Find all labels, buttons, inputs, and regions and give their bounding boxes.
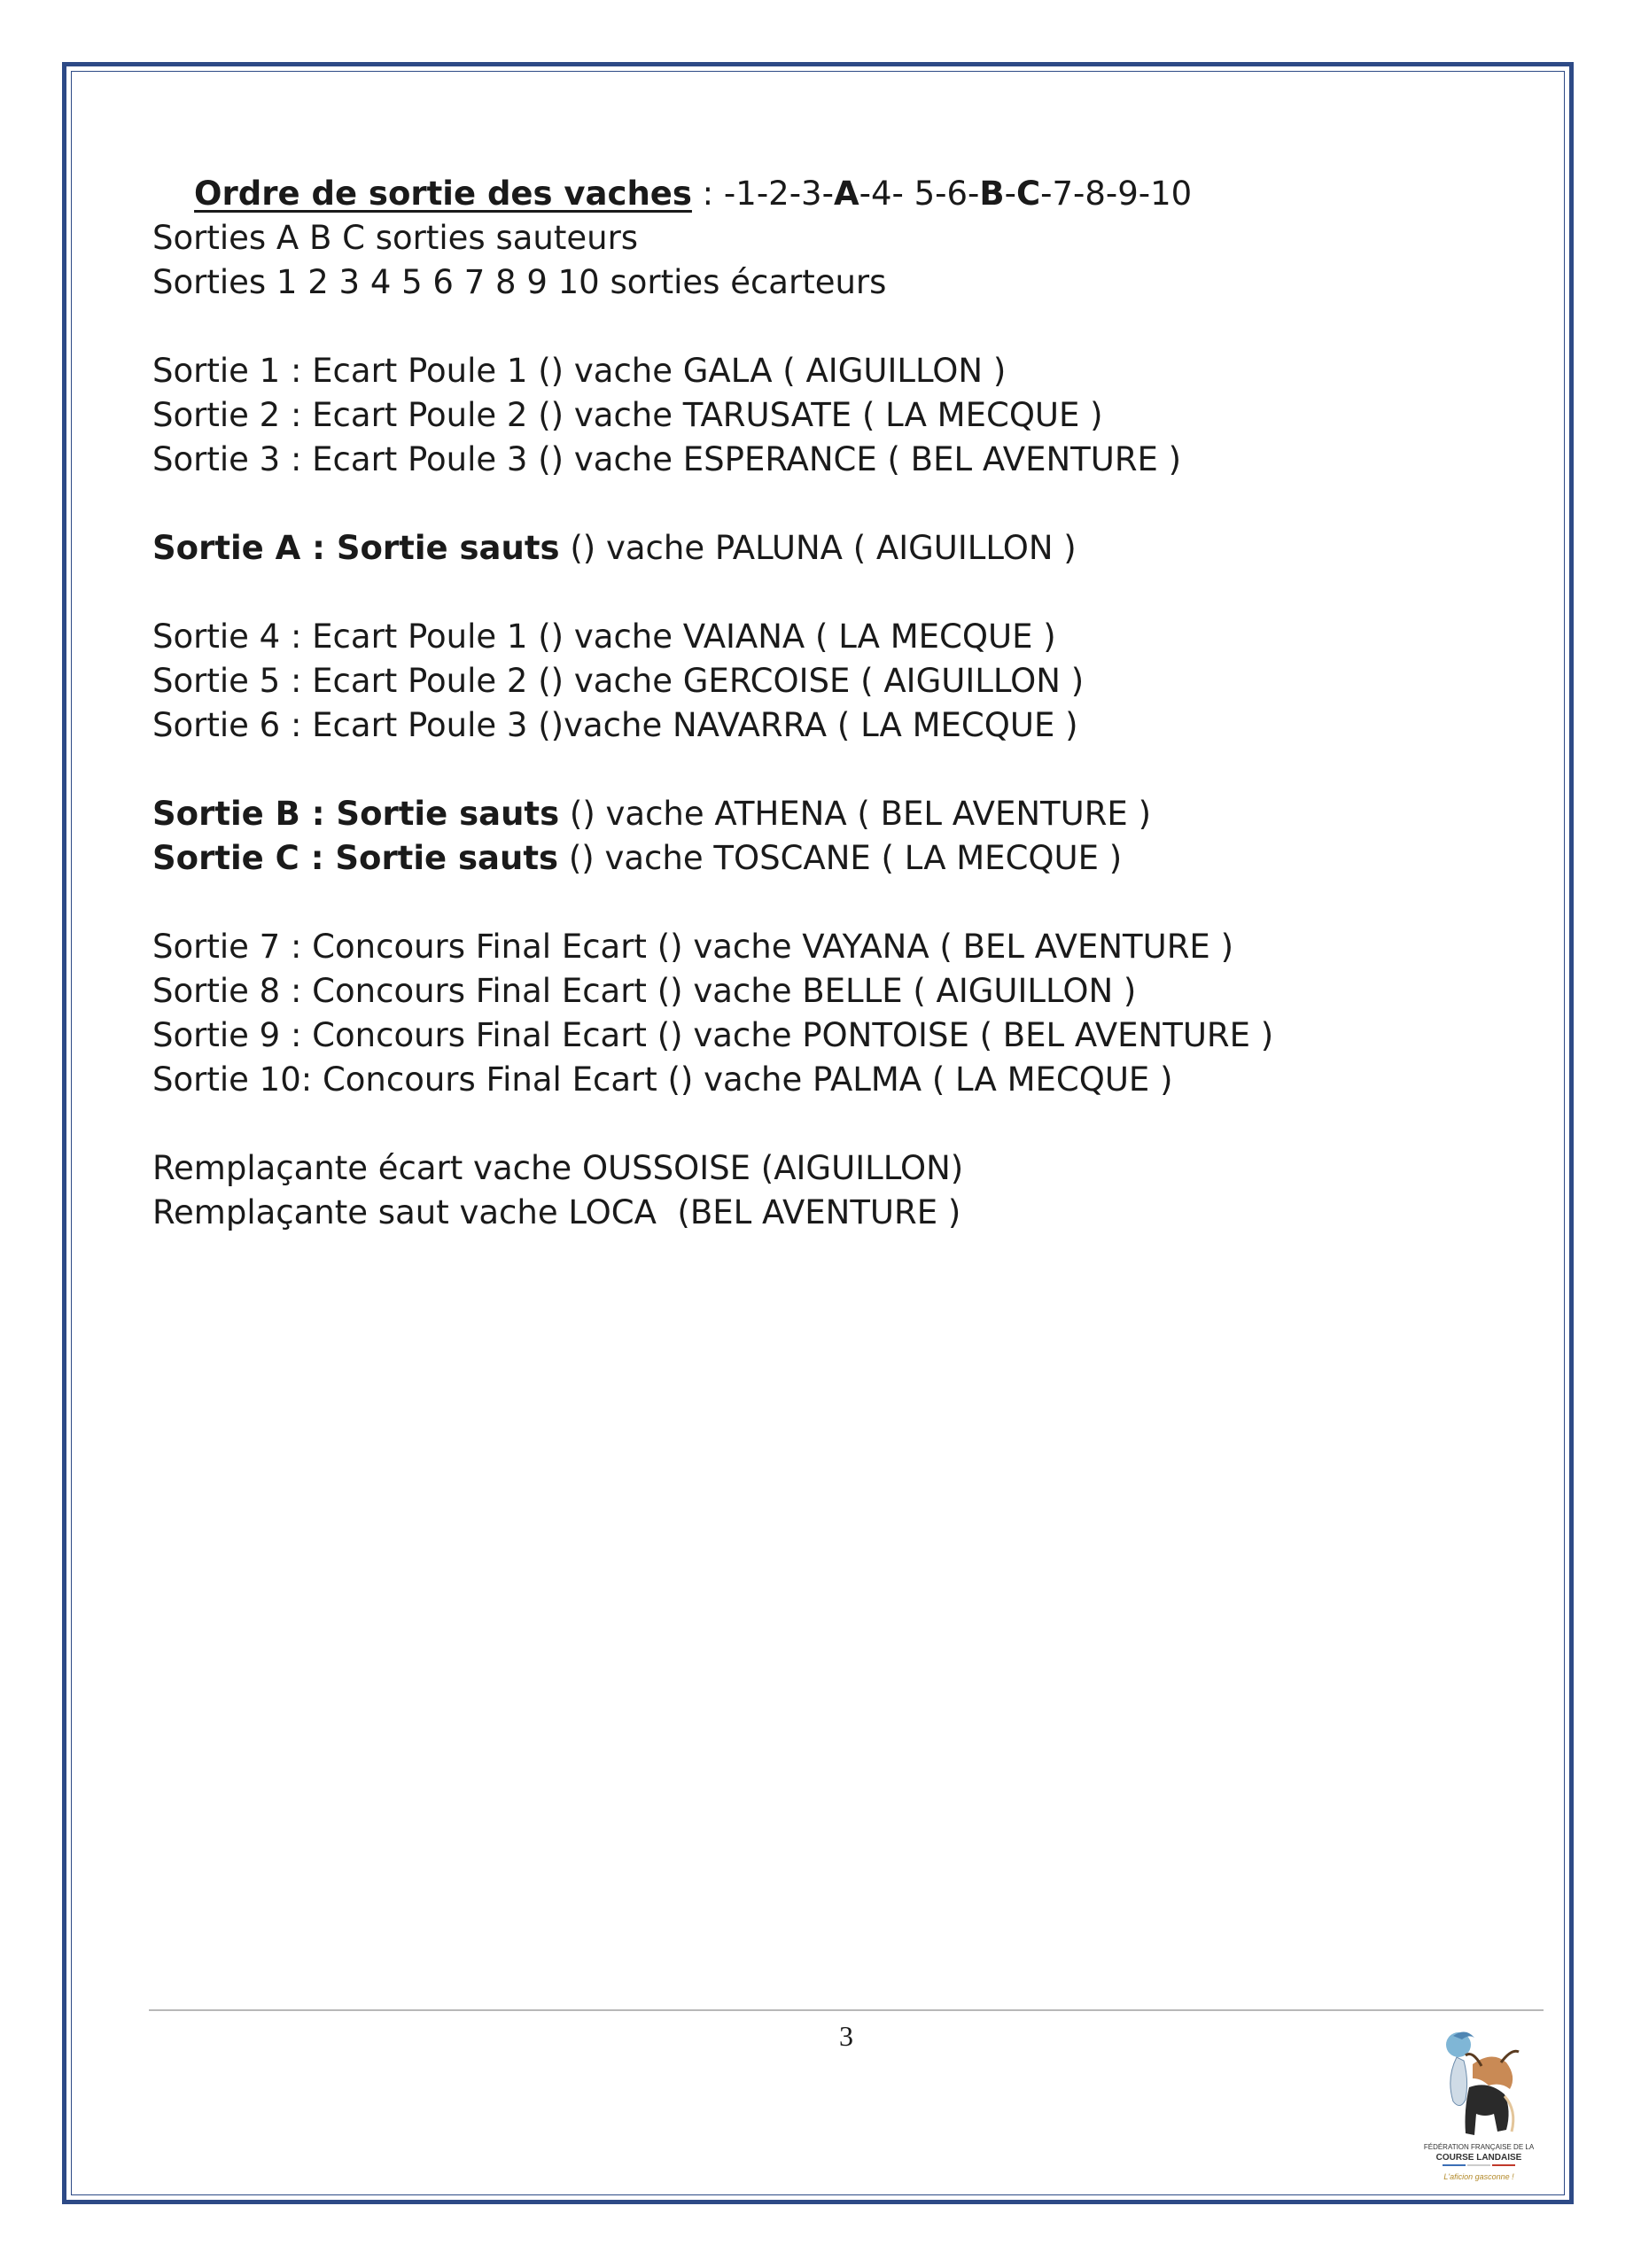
sortie-cow: () vache TARUSATE ( LA MECQUE ) bbox=[527, 396, 1103, 434]
legend-line: Sorties 1 2 3 4 5 6 7 8 9 10 sorties écarteurs bbox=[152, 263, 887, 301]
sortie-label: Sortie 1 : Ecart Poule 1 bbox=[152, 352, 528, 390]
sortie-label: Sortie 4 : Ecart Poule 1 bbox=[152, 617, 528, 656]
footer-divider bbox=[149, 2009, 1544, 2011]
legend-line: Sorties A B C sorties sauteurs bbox=[152, 219, 639, 257]
sortie-cow: () vache PONTOISE ( BEL AVENTURE ) bbox=[646, 1016, 1274, 1054]
page-number: 3 bbox=[839, 2020, 853, 2052]
logo-figure-body bbox=[1450, 2057, 1467, 2106]
order-sequence-part: - bbox=[1004, 175, 1016, 213]
sortie-row bbox=[152, 792, 1482, 836]
logo-cow-body bbox=[1466, 2085, 1509, 2135]
sortie-label: Sortie B : Sortie sauts bbox=[152, 795, 560, 833]
sortie-cow: () vache GERCOISE ( AIGUILLON ) bbox=[527, 662, 1085, 700]
sortie-cow: () vache PALUNA ( AIGUILLON ) bbox=[559, 529, 1077, 567]
sortie-row bbox=[152, 615, 1482, 659]
sortie-cow: () vache VAYANA ( BEL AVENTURE ) bbox=[646, 928, 1233, 966]
sortie-label: Sortie 7 : Concours Final Ecart bbox=[152, 928, 647, 966]
sortie-row bbox=[152, 1014, 1482, 1058]
replacement-line: Remplaçante écart vache OUSSOISE (AIGUILLON) bbox=[152, 1149, 964, 1187]
logo-text-line1: FÉDÉRATION FRANÇAISE DE LA bbox=[1423, 2143, 1535, 2151]
order-sequence-part: -7-8-9-10 bbox=[1040, 175, 1193, 213]
sortie-cow: () vache ATHENA ( BEL AVENTURE ) bbox=[559, 795, 1152, 833]
sortie-row bbox=[152, 925, 1482, 969]
sortie-label: Sortie 9 : Concours Final Ecart bbox=[152, 1016, 647, 1054]
order-sequence-part: B bbox=[979, 175, 1005, 213]
sortie-label: Sortie 10: Concours Final Ecart bbox=[152, 1060, 657, 1099]
logo-stripe-red bbox=[1492, 2164, 1515, 2166]
logo-tagline: L'aficion gasconne ! bbox=[1443, 2172, 1514, 2181]
sortie-label: Sortie C : Sortie sauts bbox=[152, 839, 559, 877]
sortie-label: Sortie 8 : Concours Final Ecart bbox=[152, 972, 647, 1010]
spacer bbox=[152, 748, 1482, 792]
spacer bbox=[152, 1102, 1482, 1146]
order-sequence-part: A bbox=[833, 175, 859, 213]
sortie-label: Sortie 6 : Ecart Poule 3 bbox=[152, 706, 528, 744]
spacer bbox=[152, 305, 1482, 349]
sortie-row bbox=[152, 1058, 1482, 1102]
logo-stripe-white bbox=[1467, 2164, 1490, 2166]
sortie-row bbox=[152, 393, 1482, 438]
sortie-row bbox=[152, 349, 1482, 393]
sortie-cow: ()vache NAVARRA ( LA MECQUE ) bbox=[527, 706, 1078, 744]
order-separator: : bbox=[691, 175, 724, 213]
federation-logo bbox=[1423, 2025, 1535, 2192]
sortie-label: Sortie 2 : Ecart Poule 2 bbox=[152, 396, 528, 434]
order-sequence-part: C bbox=[1015, 175, 1041, 213]
sortie-cow: () vache VAIANA ( LA MECQUE ) bbox=[527, 617, 1056, 656]
sortie-row bbox=[152, 438, 1482, 482]
sortie-cow: () vache ESPERANCE ( BEL AVENTURE ) bbox=[527, 440, 1182, 478]
sortie-label: Sortie 3 : Ecart Poule 3 bbox=[152, 440, 528, 478]
order-heading: Ordre de sortie des vaches bbox=[194, 175, 692, 213]
release-schedule bbox=[152, 349, 1482, 1146]
logo-stripe-blue bbox=[1443, 2164, 1466, 2166]
replacement-line: Remplaçante saut vache LOCA (BEL AVENTURE ) bbox=[152, 1193, 961, 1231]
sortie-row bbox=[152, 659, 1482, 703]
logo-cow-horn bbox=[1501, 2051, 1519, 2062]
spacer bbox=[152, 571, 1482, 615]
sortie-row bbox=[152, 526, 1482, 571]
order-sequence bbox=[724, 175, 1192, 213]
sortie-row bbox=[152, 969, 1482, 1014]
spacer bbox=[152, 482, 1482, 526]
order-sequence-part: -4- 5-6- bbox=[859, 175, 980, 213]
sortie-cow: () vache TOSCANE ( LA MECQUE ) bbox=[558, 839, 1123, 877]
sortie-row bbox=[152, 703, 1482, 748]
sortie-label: Sortie 5 : Ecart Poule 2 bbox=[152, 662, 528, 700]
sortie-row bbox=[152, 836, 1482, 881]
logo-text-line2: COURSE LANDAISE bbox=[1435, 2153, 1522, 2163]
document-body bbox=[152, 128, 1482, 1235]
spacer bbox=[152, 881, 1482, 925]
sortie-cow: () vache PALMA ( LA MECQUE ) bbox=[657, 1060, 1173, 1099]
sortie-label: Sortie A : Sortie sauts bbox=[152, 529, 560, 567]
order-line bbox=[152, 128, 1482, 213]
order-sequence-part: -1-2-3- bbox=[723, 175, 834, 213]
sortie-cow: () vache GALA ( AIGUILLON ) bbox=[527, 352, 1007, 390]
sortie-cow: () vache BELLE ( AIGUILLON ) bbox=[646, 972, 1137, 1010]
